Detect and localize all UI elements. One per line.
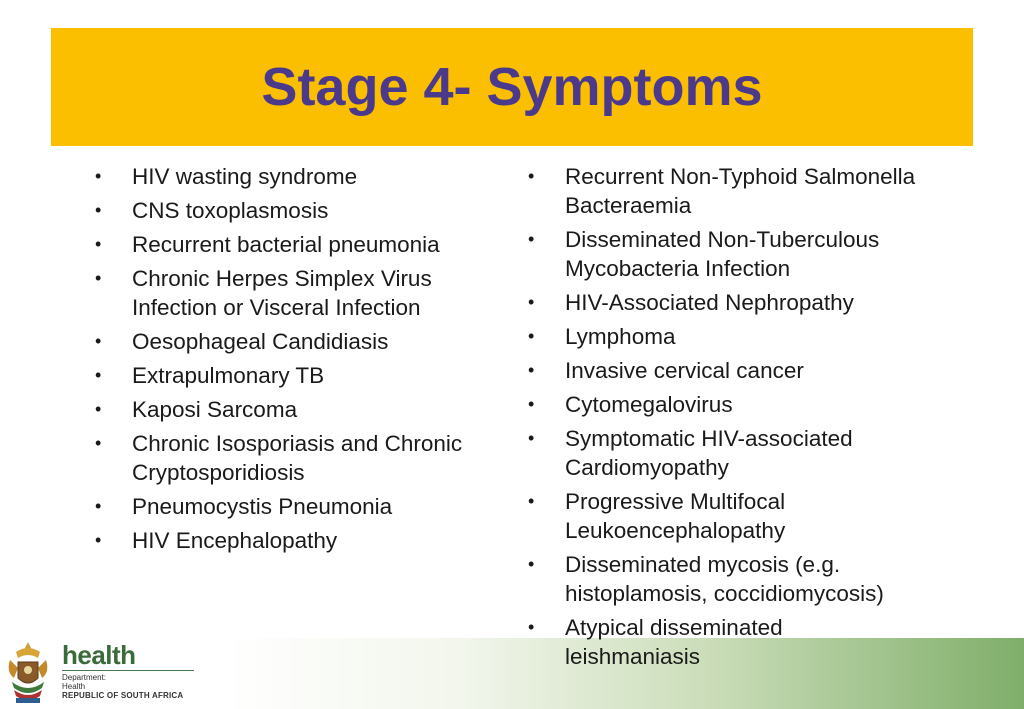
bullet: • xyxy=(528,326,535,346)
list-item-text: Atypical disseminated leishmaniasis xyxy=(565,615,783,669)
logo-divider xyxy=(62,670,194,671)
bullet: • xyxy=(95,331,102,351)
bullet: • xyxy=(95,166,102,186)
logo-wordmark: health xyxy=(62,640,136,670)
bullet: • xyxy=(95,365,102,385)
list-item xyxy=(95,162,515,191)
list-item xyxy=(528,424,918,482)
list-item xyxy=(528,550,918,608)
list-item xyxy=(95,230,515,259)
bullet: • xyxy=(528,394,535,414)
list-item xyxy=(95,361,515,390)
bullet: • xyxy=(95,268,102,288)
bullet: • xyxy=(95,234,102,254)
bullet: • xyxy=(95,399,102,419)
list-item xyxy=(528,288,918,317)
health-department-logo xyxy=(0,636,200,709)
list-item xyxy=(528,487,918,545)
title-banner xyxy=(51,28,973,146)
bullet: • xyxy=(528,428,535,448)
bullet: • xyxy=(528,166,535,186)
list-item xyxy=(528,162,918,220)
list-item xyxy=(528,225,918,283)
list-item xyxy=(95,196,515,225)
list-item-text: Kaposi Sarcoma xyxy=(132,397,298,422)
list-item xyxy=(528,613,918,671)
list-item-text: Invasive cervical cancer xyxy=(565,358,804,383)
list-item-text: HIV-Associated Nephropathy xyxy=(565,290,854,315)
list-item-text: Recurrent Non-Typhoid Salmonella Bacteraemia xyxy=(565,164,916,218)
left-symptom-list xyxy=(95,162,515,560)
list-item-text: Lymphoma xyxy=(565,324,676,349)
list-item-text: Cytomegalovirus xyxy=(565,392,733,417)
list-item xyxy=(95,264,515,322)
bullet: • xyxy=(95,433,102,453)
list-item xyxy=(95,526,515,555)
logo-country: REPUBLIC OF SOUTH AFRICA xyxy=(62,691,184,700)
list-item-text: HIV wasting syndrome xyxy=(132,164,358,189)
list-item-text: HIV Encephalopathy xyxy=(132,528,338,553)
logo-department-label: Department: xyxy=(62,673,107,682)
list-item-text: Extrapulmonary TB xyxy=(132,363,325,388)
list-item xyxy=(528,356,918,385)
list-item-text: Pneumocystis Pneumonia xyxy=(132,494,393,519)
bullet: • xyxy=(528,491,535,511)
list-item-text: Oesophageal Candidiasis xyxy=(132,329,389,354)
coat-of-arms-icon xyxy=(2,638,54,706)
logo-department-name: Health xyxy=(62,682,86,691)
list-item xyxy=(95,395,515,424)
list-item-text: CNS toxoplasmosis xyxy=(132,198,329,223)
list-item-text: Progressive Multifocal Leukoencephalopathy xyxy=(565,489,786,543)
bullet: • xyxy=(528,617,535,637)
bullet: • xyxy=(528,292,535,312)
bullet: • xyxy=(95,496,102,516)
bullet: • xyxy=(95,200,102,220)
list-item-text: Chronic Herpes Simplex Virus Infection or Visceral Infection xyxy=(132,266,432,320)
list-item xyxy=(95,327,515,356)
list-item-text: Disseminated Non-Tuberculous Mycobacteria Infection xyxy=(565,227,880,281)
list-item-text: Recurrent bacterial pneumonia xyxy=(132,232,440,257)
list-item xyxy=(528,390,918,419)
list-item-text: Symptomatic HIV-associated Cardiomyopathy xyxy=(565,426,853,480)
bullet: • xyxy=(95,530,102,550)
bullet: • xyxy=(528,229,535,249)
list-item xyxy=(95,429,515,487)
list-item-text: Disseminated mycosis (e.g. histoplamosis, coccidiomycosis) xyxy=(565,552,884,606)
bullet: • xyxy=(528,554,535,574)
list-item xyxy=(95,492,515,521)
slide-title: Stage 4- Symptoms xyxy=(261,57,763,117)
right-symptom-list xyxy=(528,162,918,676)
list-item-text: Chronic Isosporiasis and Chronic Cryptosporidiosis xyxy=(132,431,463,485)
list-item xyxy=(528,322,918,351)
bullet: • xyxy=(528,360,535,380)
